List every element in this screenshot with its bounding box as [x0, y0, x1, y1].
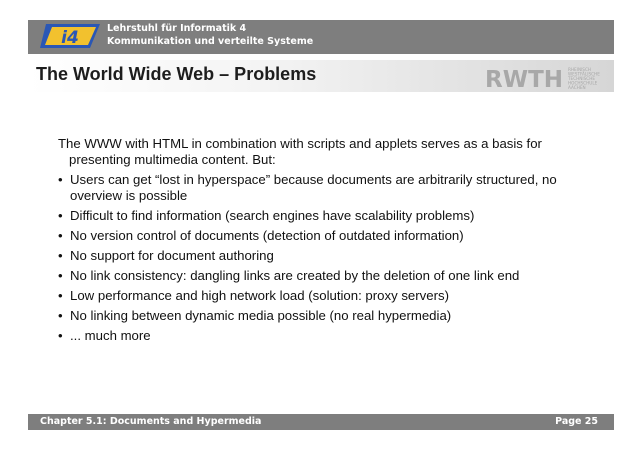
- list-item: [58, 328, 603, 344]
- slide-title: The World Wide Web – Problems: [36, 64, 317, 84]
- bullet-icon: •: [58, 308, 63, 323]
- page-number: Page 25: [555, 416, 598, 427]
- list-item: [58, 208, 603, 224]
- bullet-icon: •: [58, 268, 63, 283]
- bullet-icon: •: [58, 328, 63, 343]
- bullet-list: [58, 172, 603, 344]
- list-item: [58, 268, 603, 284]
- bullet-icon: •: [58, 208, 63, 223]
- list-item: [58, 248, 603, 264]
- list-item-text: No version control of documents (detection of outdated information): [70, 228, 464, 243]
- chair-name: [107, 22, 313, 48]
- chapter-label: Chapter 5.1: Documents and Hypermedia: [40, 416, 262, 427]
- intro-text: The WWW with HTML in combination with scripts and applets serves as a basis for presenting multimedia content. But:: [58, 136, 542, 167]
- bullet-icon: •: [58, 172, 63, 187]
- logo-text: i4: [61, 28, 79, 48]
- list-item-text: No link consistency: dangling links are created by the deletion of one link end: [70, 268, 520, 283]
- rwth-subtext-2: WESTFÄLISCHE: [568, 71, 600, 77]
- rwth-subtext-1: RHEINISCH: [568, 67, 592, 72]
- list-item-text: ... much more: [70, 328, 151, 343]
- list-item: [58, 228, 603, 244]
- list-item-text: Users can get “lost in hyperspace” because documents are arbitrarily structured, no overview is possible: [70, 172, 557, 203]
- i4-logo: [40, 22, 102, 50]
- chair-line-1: Lehrstuhl für Informatik 4: [107, 23, 247, 34]
- footer-bar: [28, 414, 614, 430]
- list-item-text: No support for document authoring: [70, 248, 274, 263]
- rwth-subtext-4: HOCHSCHULE: [568, 80, 598, 86]
- list-item: [58, 308, 603, 324]
- bullet-icon: •: [58, 228, 63, 243]
- rwth-subtext-5: AACHEN: [568, 85, 586, 90]
- list-item-text: No linking between dynamic media possible (no real hypermedia): [70, 308, 452, 323]
- list-item-text: Difficult to find information (search engines have scalability problems): [70, 208, 475, 223]
- list-item: [58, 172, 603, 204]
- bullet-icon: •: [58, 248, 63, 263]
- rwth-subtext-3: TECHNISCHE: [568, 76, 596, 81]
- rwth-logo-text: RWTH: [485, 67, 563, 90]
- list-item-text: Low performance and high network load (solution: proxy servers): [70, 288, 449, 303]
- rwth-logo: [485, 66, 603, 90]
- chair-line-2: Kommunikation und verteilte Systeme: [107, 36, 314, 47]
- slide-body: [58, 136, 603, 348]
- bullet-icon: •: [58, 288, 63, 303]
- list-item: [58, 288, 603, 304]
